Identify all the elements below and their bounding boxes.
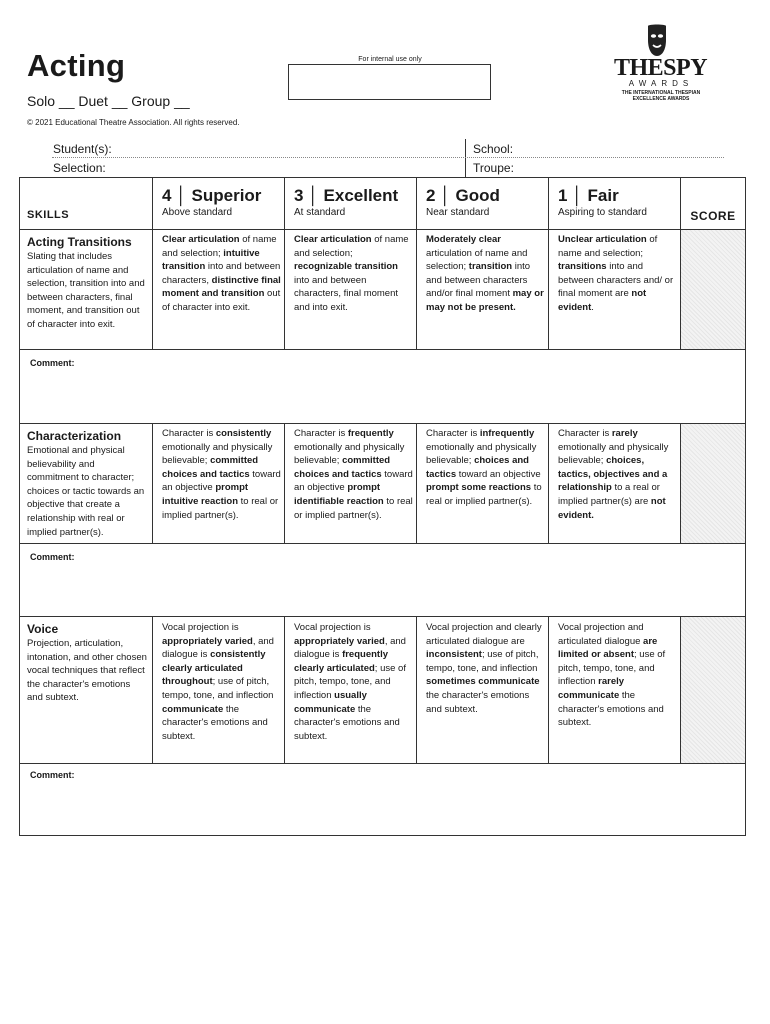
column-excellent [294,186,398,219]
column-fair-title: 1 │ Fair [558,186,619,205]
criteria-emphasis: Moderately clear [426,234,501,245]
criteria-text: the character's emotions and subtext. [162,703,268,742]
skill-description: Emotional and physical believability and commitment to character; choices or tactic towards an objective that create a relationship with real or implied partner(s). [27,445,145,538]
criteria-cell [558,427,676,522]
criteria-emphasis: usually communicate [294,689,367,715]
skill-description: Slating that includes articulation of name and selection, transition into and between characters, final moment, and transition out of character into exit. [27,251,145,330]
criteria-text: into and between characters, final moment and into exit. [294,274,399,313]
score-input-acting-transitions[interactable] [681,230,745,349]
criteria-text: toward an objective [162,468,281,494]
criteria-text: ; use of pitch, tempo, tone, and inflection [426,649,539,674]
criteria-cell [294,233,412,315]
students-field[interactable]: Student(s): [53,142,112,156]
comment-area-voice[interactable] [20,764,745,835]
criteria-emphasis: distinctive final moment and transition [162,274,281,300]
row-divider [20,423,745,424]
column-excellent-sub: At standard [294,207,346,218]
thespy-awards-logo [612,24,707,106]
skill-acting-transitions [27,234,147,332]
criteria-cell [162,233,282,315]
criteria-emphasis: may or may not be present. [426,288,544,313]
column-divider [284,616,285,764]
score-input-voice[interactable] [681,617,745,763]
criteria-text: Character is [162,428,216,439]
school-field[interactable]: School: [473,142,514,156]
criteria-emphasis: intuitive transition [162,247,260,273]
criteria-text: Character is [294,428,348,439]
criteria-text: to real or implied partner(s). [426,482,542,507]
skills-column-header: SKILLS [27,209,70,221]
criteria-emphasis: inconsistent [426,649,482,661]
criteria-emphasis: transition [468,261,513,273]
criteria-text: , and dialogue is [162,635,274,661]
criteria-emphasis: Clear articulation [294,234,372,245]
column-superior-title: 4 │ Superior [162,186,262,205]
performance-type-line[interactable]: Solo __ Duet __ Group __ [27,93,190,109]
criteria-cell [294,427,414,522]
criteria-emphasis: frequently clearly articulated [294,649,388,674]
criteria-emphasis: transitions [558,261,607,273]
column-divider [284,423,285,544]
criteria-text: ; use of pitch, tempo, tone, and inflection [162,676,274,701]
criteria-text: Vocal projection and clearly articulated dialogue are [426,622,542,647]
criteria-emphasis: sometimes communicate [426,676,540,688]
criteria-emphasis: frequently [347,428,394,439]
criteria-emphasis: prompt identifiable reaction [294,482,384,507]
criteria-text: emotionally and physically believable; [294,441,405,467]
internal-use-label: For internal use only [358,56,422,63]
column-divider [152,423,153,544]
criteria-emphasis: rarely [611,428,638,439]
criteria-emphasis: choices, tactics, objectives and a relationship [558,455,668,494]
column-divider [416,423,417,544]
criteria-text: . [591,301,594,313]
column-superior-sub: Above standard [162,207,233,218]
criteria-text: Vocal projection is [162,622,239,633]
logo-awards: AWARDS [628,79,694,88]
skill-voice [27,621,147,705]
criteria-text: into and between characters, [162,261,281,286]
rubric-table [19,177,746,836]
criteria-text: of name and selection; [162,234,277,259]
comment-area-acting-transitions[interactable] [20,350,745,423]
criteria-cell [426,621,544,716]
criteria-emphasis: communicate [162,703,224,715]
copyright-notice: © 2021 Educational Theatre Association. All rights reserved. [27,118,240,127]
criteria-cell [558,621,676,730]
score-column-header: SCORE [690,209,736,223]
selection-field[interactable]: Selection: [53,161,106,175]
criteria-text: to a real or implied partner(s) are [558,482,660,507]
criteria-text: Vocal projection is [294,622,371,633]
criteria-cell [426,233,544,315]
criteria-emphasis: are limited or absent [558,635,658,661]
column-fair-sub: Aspiring to standard [558,207,647,218]
criteria-emphasis: prompt some reactions [426,482,532,494]
criteria-text: Character is [426,428,480,439]
troupe-field[interactable]: Troupe: [473,161,514,175]
column-divider [548,423,549,544]
criteria-emphasis: appropriately varied [162,635,253,647]
criteria-text: the character's emotions and subtext. [558,689,664,729]
criteria-text: articulation of name and selection; [426,247,528,273]
criteria-text: Vocal projection and articulated dialogue [558,622,644,647]
criteria-text: emotionally and physically believable; [558,441,669,467]
criteria-emphasis: prompt intuitive reaction [162,482,249,507]
internal-use-box[interactable] [288,64,491,100]
criteria-text: ; use of pitch, tempo, tone, and inflection [558,649,666,688]
criteria-emphasis: choices and tactics [426,455,529,480]
criteria-text: emotionally and physically believable; [162,441,273,467]
criteria-text: into and between characters and/or final moment [426,261,531,300]
criteria-emphasis: not evident [558,288,647,313]
criteria-text: toward an objective [294,468,413,494]
criteria-text: emotionally and physically believable; [426,441,537,467]
column-good-title: 2 │ Good [426,186,500,205]
comment-label: Comment: [30,358,75,368]
column-good [426,186,500,219]
column-divider [548,616,549,764]
logo-wordmark: THESPY [614,55,708,81]
criteria-text: to real or implied partner(s). [294,495,413,521]
column-fair [558,186,647,219]
page-title: Acting [27,48,126,83]
criteria-emphasis: consistently clearly articulated throughout [162,649,266,688]
column-divider [152,616,153,764]
criteria-emphasis: consistently [215,428,272,439]
criteria-text: out of character into exit. [162,288,281,313]
info-divider-dotted [52,157,724,158]
comment-area-characterization[interactable] [20,544,745,616]
logo-tagline: THE INTERNATIONAL THESPIAN EXCELLENCE AWARDS [621,90,701,102]
column-divider [548,178,549,350]
criteria-text: toward an objective [456,468,541,480]
criteria-emphasis: infrequently [479,428,535,439]
comment-label: Comment: [30,552,75,562]
criteria-emphasis: rarely communicate [558,676,625,701]
criteria-cell [426,427,544,509]
criteria-text: the character's emotions and subtext. [294,703,400,742]
column-divider [416,616,417,764]
skill-description: Projection, articulation, intonation, and other chosen vocal techniques that reflect the character's emotions and subtext. [27,638,147,704]
criteria-text: Character is [558,428,612,439]
row-divider [20,229,745,230]
column-divider [152,178,153,350]
column-divider [284,178,285,350]
skill-name: Characterization [27,429,122,443]
info-divider [465,139,466,177]
column-excellent-title: 3 │ Excellent [294,186,399,205]
comment-label: Comment: [30,770,75,780]
criteria-text: of name and selection; [558,234,658,259]
column-superior [162,186,261,219]
criteria-text: ; use of pitch, tempo, tone, and inflection [294,662,406,701]
criteria-emphasis: appropriately varied [294,635,385,647]
skill-characterization [27,428,147,539]
criteria-emphasis: committed choices and tactics [162,455,259,480]
criteria-cell [294,621,412,743]
criteria-emphasis: recognizable transition [294,261,398,273]
column-divider [416,178,417,350]
row-divider [20,616,745,617]
skill-name: Acting Transitions [27,235,132,249]
criteria-emphasis: Clear articulation [162,234,240,245]
criteria-emphasis: not evident. [558,495,666,521]
skill-name: Voice [27,622,59,636]
theatre-mask-icon [642,24,672,58]
criteria-cell [162,621,282,743]
criteria-cell [162,427,282,522]
criteria-text: to real or implied partner(s). [162,495,279,521]
column-good-sub: Near standard [426,207,490,218]
criteria-cell [558,233,676,315]
criteria-emphasis: committed choices and tactics [294,455,391,480]
criteria-text: into and between characters and/ or final moment are [558,261,674,300]
criteria-text: of name and selection; [294,234,409,259]
criteria-text: , and dialogue is [294,635,406,661]
criteria-text: the character's emotions and subtext. [426,689,530,715]
score-input-characterization[interactable] [681,424,745,543]
criteria-emphasis: Unclear articulation [558,234,647,245]
